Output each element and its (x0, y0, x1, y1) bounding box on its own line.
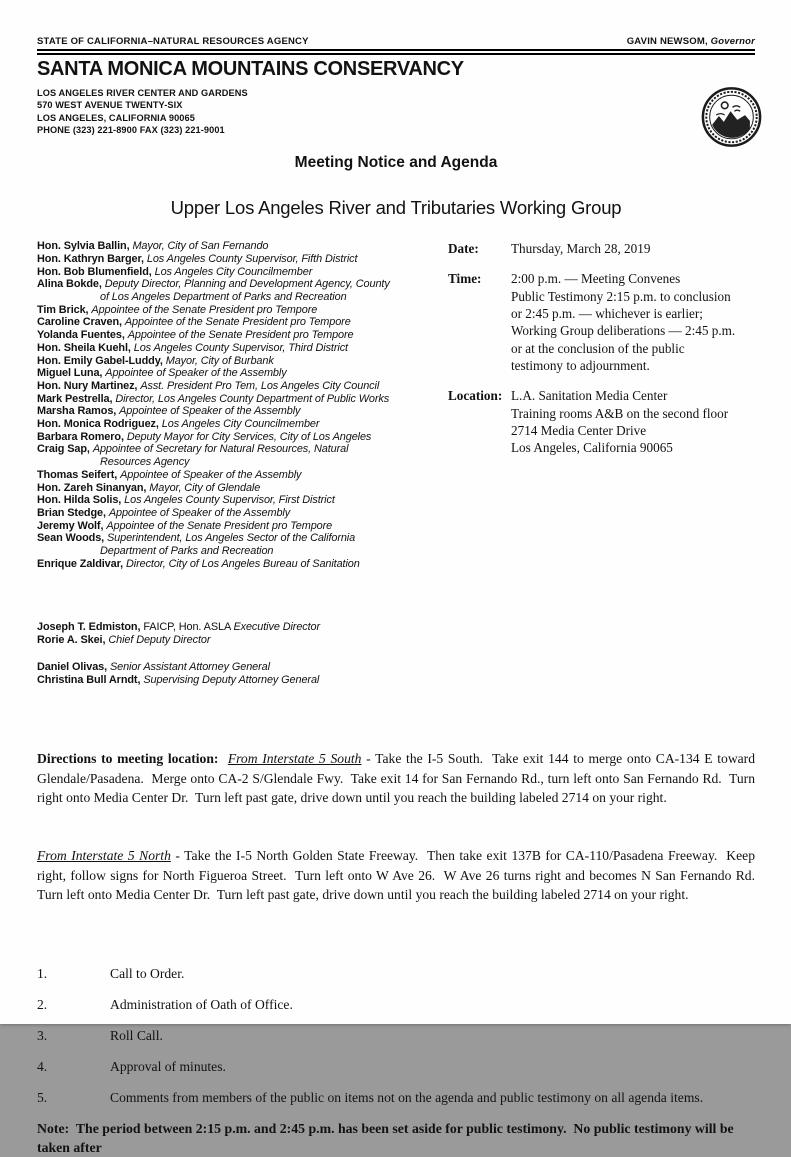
agenda-item-number: 1. (37, 966, 48, 982)
directions-south-heading: From Interstate 5 South (227, 751, 362, 767)
member-entry (37, 355, 448, 368)
staff-name: Rorie A. Skei, (37, 634, 106, 647)
member-name: Alina Bokde, (37, 278, 102, 291)
governor-line (627, 36, 755, 47)
agenda-item-text: Call to Order. (110, 966, 185, 982)
location-label: Location: (448, 388, 503, 404)
location-line: 2714 Media Center Drive (511, 422, 647, 438)
agenda-item-number: 3. (37, 1028, 48, 1044)
directions-north-text: - Take the I-5 North Golden State Freeway. Then take exit 137B for CA-110/Pasadena Freeway. Keep right, follow signs for North Figueroa Street. Turn left onto W Ave 26. W Ave 26 turns right and becomes N San Fernando Rd. Turn left onto Media Center Dr. Turn left past gate, drive down until you reach the building labeled 2714 on your right. (37, 848, 762, 902)
member-name: Hon. Monica Rodriguez, (37, 418, 159, 431)
location-line: Training rooms A&B on the second floor (511, 405, 729, 421)
member-role: Appointee of Speaker of the Assembly (119, 405, 301, 418)
member-role: Appointee of Speaker of the Assembly (108, 506, 291, 519)
counsel-staff-list (37, 661, 448, 686)
member-name: Hon. Kathryn Barger, (37, 252, 144, 265)
member-name: Hon. Sylvia Ballin, (37, 240, 130, 253)
member-name: Hon. Zareh Sinanyan, (37, 481, 147, 494)
location-value (511, 387, 755, 456)
executive-staff-list (37, 621, 448, 646)
member-role: Appointee of the Senate President pro Tempore (91, 303, 318, 316)
member-role: Mayor, City of Burbank (165, 354, 274, 367)
member-name: Marsha Ramos, (37, 405, 117, 418)
member-entry (37, 253, 448, 266)
member-entry (37, 329, 448, 342)
member-entry (37, 494, 448, 507)
member-role: Appointee of the Senate President pro Tempore (106, 519, 333, 532)
public-testimony-note (37, 1119, 755, 1157)
member-role: Los Angeles City Councilmember (154, 265, 313, 278)
address-line: 570 WEST AVENUE TWENTY-SIX (37, 100, 183, 111)
member-role: Los Angeles County Supervisor, First District (124, 494, 335, 507)
member-role: Los Angeles City Councilmember (161, 418, 320, 431)
member-name: Sean Woods, (37, 532, 105, 545)
directions-north-paragraph (37, 846, 762, 904)
address-line: PHONE (323) 221-8900 FAX (323) 221-9001 (37, 124, 225, 135)
date-value: Thursday, March 28, 2019 (511, 241, 651, 257)
member-role: Los Angeles County Supervisor, Fifth District (146, 252, 358, 265)
note-text: The period between 2:15 p.m. and 2:45 p.m. has been set aside for public testimony. No public testimony will be taken after (37, 1121, 738, 1156)
member-name: Miguel Luna, (37, 367, 103, 380)
member-entry (37, 443, 448, 468)
date-label: Date: (448, 241, 479, 257)
governor-name: GAVIN NEWSOM, (626, 36, 708, 47)
note-label: Note: (37, 1121, 76, 1137)
member-role: Asst. President Pro Tem, Los Angeles City Council (140, 379, 380, 392)
directions-south-paragraph (37, 749, 759, 807)
agenda-item-number: 5. (37, 1090, 48, 1106)
counsel-name: Christina Bull Arndt, (37, 673, 141, 686)
member-role: Appointee of the Senate President pro Tempore (127, 329, 354, 342)
organization-address (37, 87, 755, 136)
agenda-item-text: Approval of minutes. (110, 1059, 226, 1075)
staff-credentials: FAICP, Hon. ASLA (143, 621, 231, 634)
member-role: Mayor, City of Glendale (149, 481, 261, 494)
letterhead-top-row (37, 36, 755, 47)
roster-column (37, 240, 448, 686)
location-line: L.A. Sanitation Media Center (511, 388, 668, 404)
agenda-item-text: Comments from members of the public on items not on the agenda and public testimony on all agenda items. (110, 1090, 704, 1106)
member-name: Hon. Hilda Solis, (37, 494, 122, 507)
address-line: LOS ANGELES, CALIFORNIA 90065 (37, 112, 195, 123)
member-name: Barbara Romero, (37, 430, 124, 443)
agenda-item-number: 2. (37, 997, 48, 1013)
staff-role: Executive Director (233, 621, 321, 634)
member-role: Mayor, City of San Fernando (132, 240, 269, 253)
member-entry (37, 367, 448, 380)
agenda-item (37, 1088, 755, 1107)
agenda-item-text: Roll Call. (110, 1028, 163, 1044)
member-role: Appointee of Secretary for Natural Resources, Natural (92, 443, 349, 456)
time-line: or 2:45 p.m. — whichever is earlier; (511, 306, 703, 322)
agenda-item-number: 4. (37, 1059, 48, 1075)
member-role: Appointee of Speaker of the Assembly (105, 367, 287, 380)
counsel-entry (37, 674, 448, 687)
agenda-item (37, 1026, 755, 1045)
member-entry (37, 431, 448, 444)
member-role: Superintendent, Los Angeles Sector of the California (107, 532, 356, 545)
member-role-continued: Department of Parks and Recreation (100, 545, 274, 558)
time-label: Time: (448, 271, 482, 287)
member-name: Hon. Nury Martinez, (37, 379, 138, 392)
member-entry (37, 240, 448, 253)
counsel-entry (37, 661, 448, 674)
meeting-location-row (448, 387, 755, 456)
member-name: Brian Stedge, (37, 506, 106, 519)
staff-entry (37, 621, 448, 634)
member-entry (37, 520, 448, 533)
member-name: Hon. Bob Blumenfield, (37, 265, 152, 278)
member-role: Los Angeles County Supervisor, Third District (133, 341, 348, 354)
member-name: Hon. Sheila Kuehl, (37, 341, 131, 354)
location-line: Los Angeles, California 90065 (511, 440, 673, 456)
time-line: or at the conclusion of the public (511, 340, 685, 356)
time-value (511, 270, 755, 374)
member-role-continued: Resources Agency (100, 456, 190, 469)
staff-name: Joseph T. Edmiston, (37, 621, 141, 634)
member-name: Mark Pestrella, (37, 392, 113, 405)
member-entry (37, 316, 448, 329)
meeting-time-row (448, 270, 755, 374)
member-role-continued: of Los Angeles Department of Parks and Recreation (100, 291, 347, 303)
conservancy-seal-icon (700, 86, 763, 148)
counsel-role: Supervising Deputy Attorney General (143, 673, 320, 686)
directions-section (37, 710, 762, 943)
agenda-item (37, 995, 755, 1014)
member-role: Director, City of Los Angeles Bureau of Sanitation (126, 557, 360, 570)
agenda-item-text: Administration of Oath of Office. (110, 997, 293, 1013)
member-name: Enrique Zaldivar, (37, 557, 124, 570)
member-entry (37, 507, 448, 520)
member-name: Hon. Emily Gabel-Luddy, (37, 354, 163, 367)
address-line: LOS ANGELES RIVER CENTER AND GARDENS (37, 88, 248, 98)
member-role: Deputy Mayor for City Services, City of Los Angeles (126, 430, 372, 443)
organization-name: SANTA MONICA MOUNTAINS CONSERVANCY (37, 58, 464, 80)
member-role: Appointee of the Senate President pro Tempore (124, 316, 351, 329)
counsel-name: Daniel Olivas, (37, 660, 108, 673)
letterhead-rule (37, 49, 755, 55)
member-entry (37, 532, 448, 557)
agenda-item-list (37, 964, 755, 1107)
time-line: testimony to adjournment. (511, 357, 650, 373)
time-line: Working Group deliberations — 2:45 p.m. (511, 323, 736, 339)
member-name: Tim Brick, (37, 303, 89, 316)
directions-label: Directions to meeting location: (37, 751, 228, 767)
member-role: Deputy Director, Planning and Development Agency, County (104, 278, 390, 291)
member-entry (37, 266, 448, 279)
member-name: Thomas Seifert, (37, 468, 118, 481)
member-entry (37, 482, 448, 495)
staff-entry (37, 634, 448, 647)
member-entry (37, 380, 448, 393)
time-line: Public Testimony 2:15 p.m. to conclusion (511, 288, 731, 304)
member-entry (37, 418, 448, 431)
member-entry (37, 342, 448, 355)
state-agency-line: STATE OF CALIFORNIA–NATURAL RESOURCES AGENCY (37, 36, 309, 47)
meeting-date-row (448, 240, 755, 257)
staff-role: Chief Deputy Director (108, 634, 211, 647)
member-entry (37, 393, 448, 406)
document-title: Meeting Notice and Agenda (294, 154, 498, 172)
member-entry (37, 304, 448, 317)
directions-south-text: - Take the I-5 South. Take exit 144 to merge onto CA-134 E toward Glendale/Pasadena. Merge onto CA-2 S/Glendale Fwy. Take exit 14 for San Fernando Rd., turn left onto San Fernando Rd. Turn right onto Media Center Dr. Turn left past gate, drive down until you reach the building labeled 2714 on your right. (37, 751, 759, 805)
governor-title: Governor (710, 36, 755, 47)
member-entry (37, 405, 448, 418)
member-name: Jeremy Wolf, (37, 519, 104, 532)
directions-north-heading: From Interstate 5 North (37, 848, 171, 864)
time-line: 2:00 p.m. — Meeting Convenes (511, 271, 681, 287)
counsel-role: Senior Assistant Attorney General (109, 660, 270, 673)
working-group-member-list (37, 240, 448, 570)
member-name: Yolanda Fuentes, (37, 329, 125, 342)
member-role: Appointee of Speaker of the Assembly (120, 468, 302, 481)
member-role: Director, Los Angeles County Department of Public Works (115, 392, 390, 405)
member-name: Craig Sap, (37, 443, 90, 456)
member-name: Caroline Craven, (37, 316, 122, 329)
member-entry (37, 469, 448, 482)
member-entry (37, 278, 448, 303)
agenda-item (37, 1057, 755, 1076)
document-subtitle: Upper Los Angeles River and Tributaries Working Group (170, 197, 622, 219)
agenda-item (37, 964, 755, 983)
meeting-details-column (448, 240, 755, 686)
member-entry (37, 558, 448, 571)
